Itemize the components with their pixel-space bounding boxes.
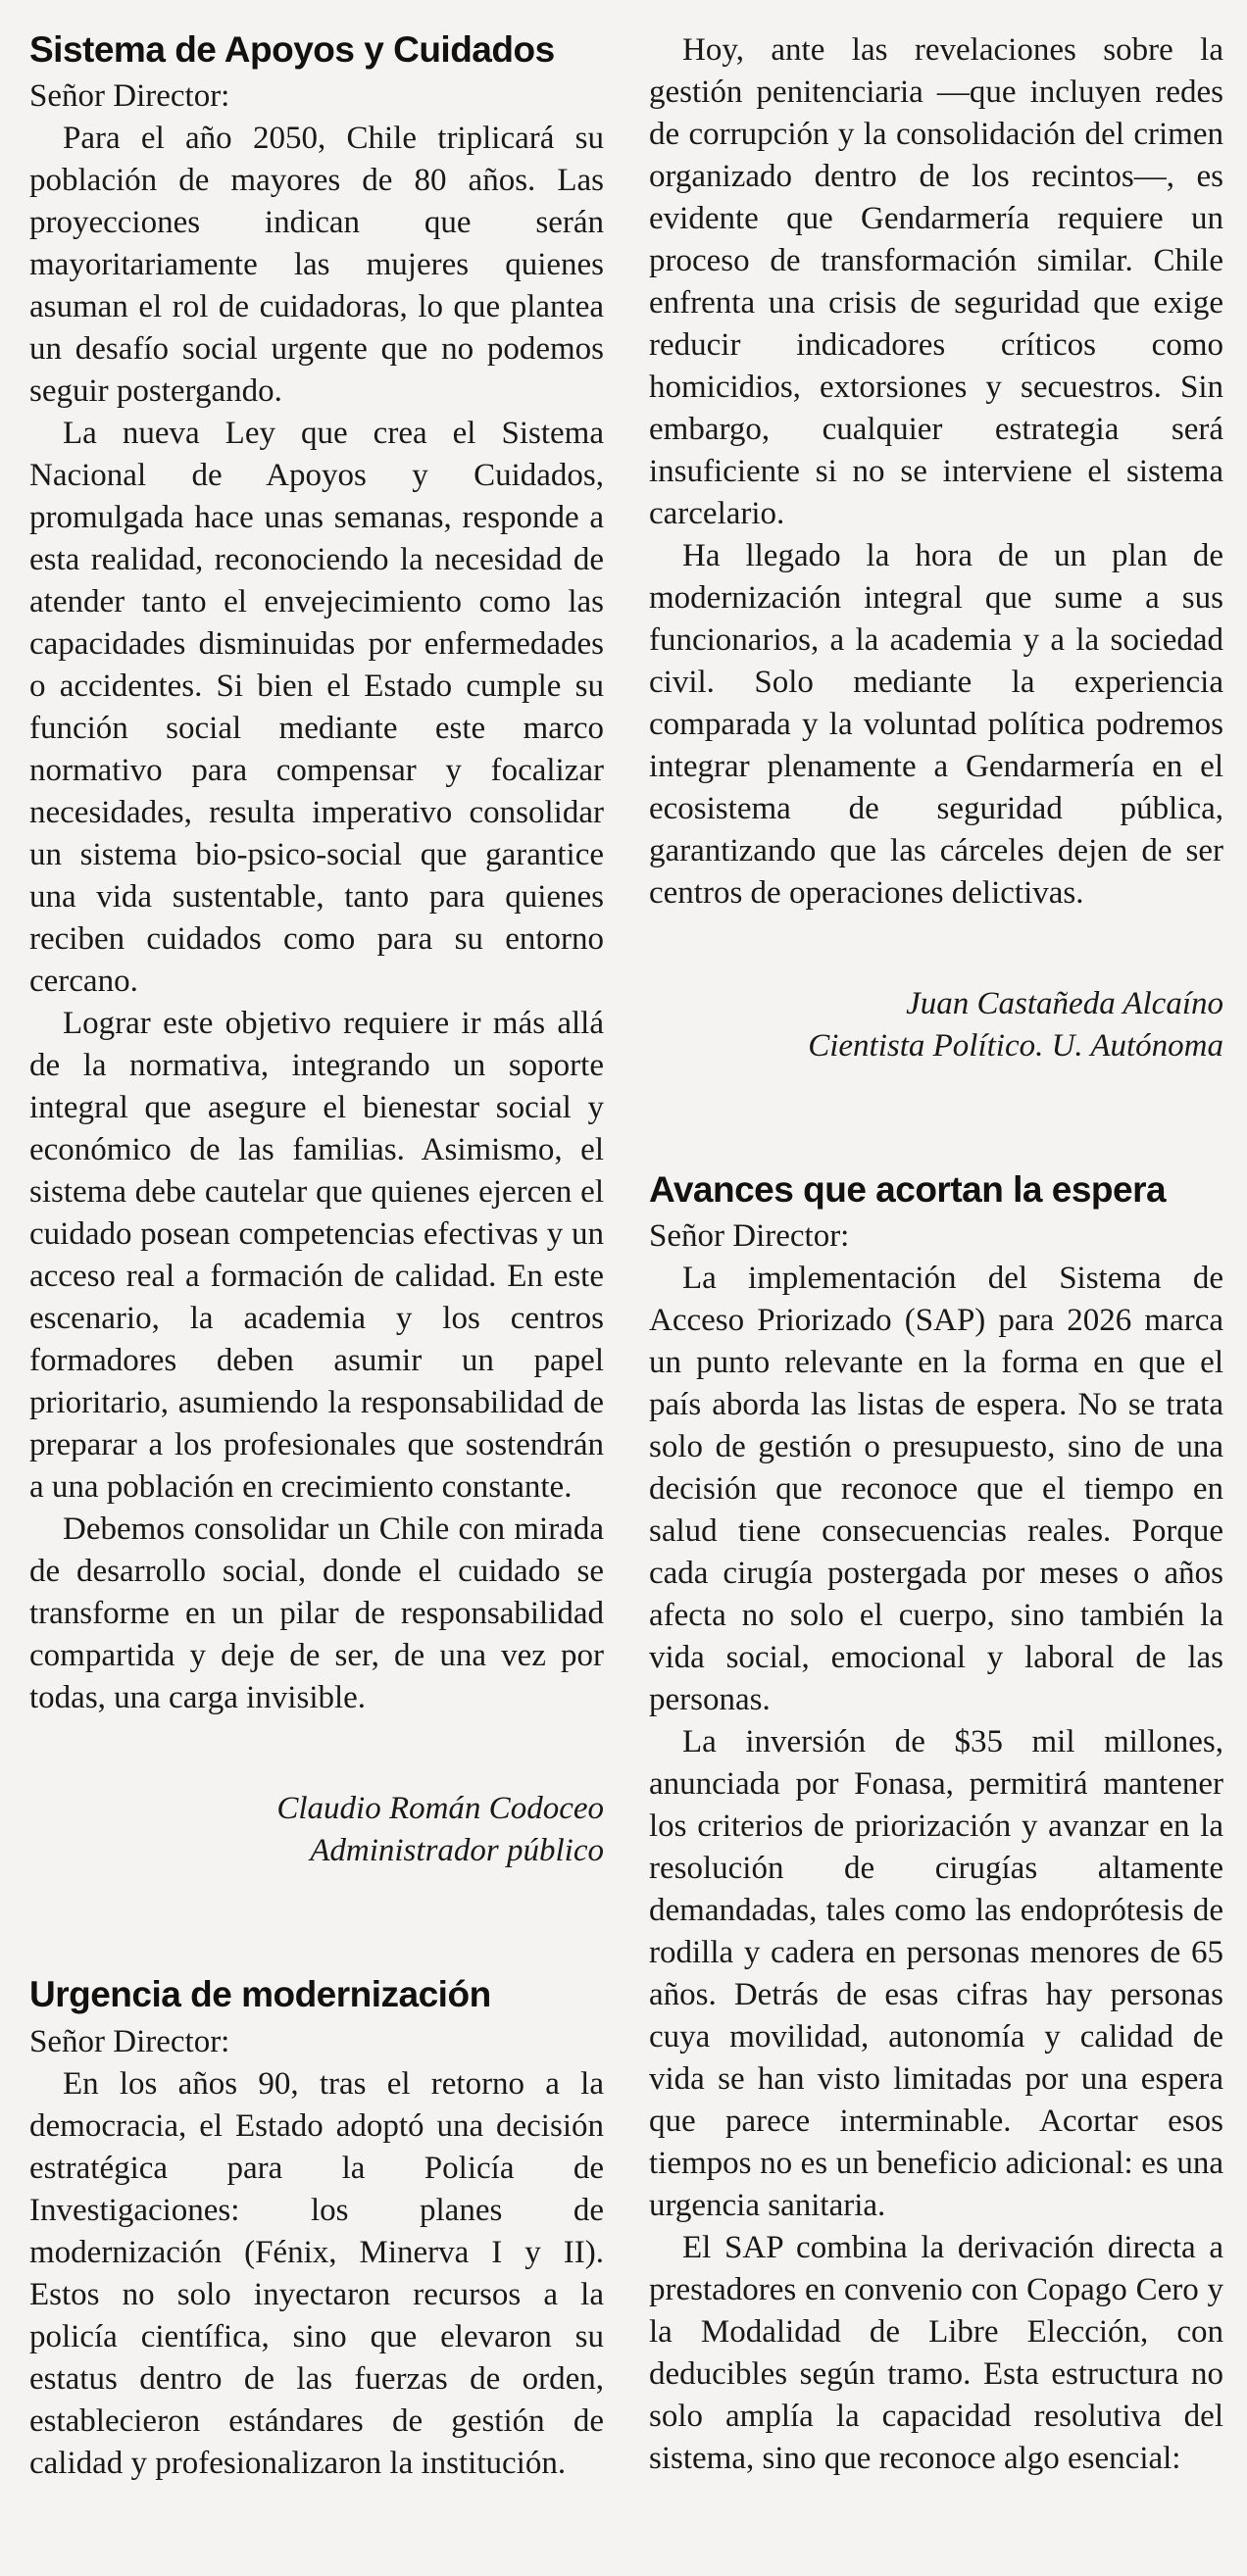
letter-paragraph: La implementación del Sistema de Acceso Priorizado (SAP) para 2026 marca un punto relevante en la forma en que el país aborda las listas de espera. No se trata solo de gestión o presupuesto, sino de una decisión que reconoce que el tiempo en salud tiene consecuencias reales. Porque cada cirugía postergada por meses o años afecta no solo el cuerpo, sino también la vida social, emocional y laboral de las personas. xyxy=(649,1261,1223,1718)
letter-paragraph: Ha llegado la hora de un plan de modernización integral que sume a sus funcionarios, a la academia y a la sociedad civil. Solo mediante la experiencia comparada y la voluntad política podremos integrar plenamente a Gendarmería en el ecosistema de seguridad pública, garantizando que las cárceles dejen de ser centros de operaciones delictivas. xyxy=(649,538,1223,911)
letter-paragraph: Para el año 2050, Chile triplicará su población de mayores de 80 años. Las proyecciones indican que serán mayoritariamente las mujeres quienes asuman el rol de cuidadoras, lo que plantea un desafío social urgente que no podemos seguir postergando. xyxy=(29,121,604,410)
signature-name: Claudio Román Codoceo xyxy=(276,1791,604,1827)
letter-title: Sistema de Apoyos y Cuidados xyxy=(29,29,555,70)
letter-urgencia-modernizacion-part2 xyxy=(649,29,1223,1067)
letter-sistema-de-apoyos xyxy=(29,29,604,1872)
letter-paragraph: La nueva Ley que crea el Sistema Nacional de Apoyos y Cuidados, promulgada hace unas semanas, responde a esta realidad, reconociendo la necesidad de atender tanto el envejecimiento como las capacidades disminuidas por enfermedades o accidentes. Si bien el Estado cumple su función social mediante este marco normativo para compensar y focalizar necesidades, resulta imperativo consolidar un sistema bio-psico-social que garantice una vida sustentable, tanto para quienes reciben cuidados como para su entorno cercano. xyxy=(29,416,604,1000)
salutation: Señor Director: xyxy=(29,2023,230,2059)
letter-paragraph: Debemos consolidar un Chile con mirada de desarrollo social, donde el cuidado se transforme en un pilar de responsabilidad compartida y deje de ser, de una vez por todas, una carga invisible. xyxy=(29,1511,604,1716)
letter-paragraph: En los años 90, tras el retorno a la democracia, el Estado adoptó una decisión estratégica para la Policía de Investigaciones: los planes de modernización (Fénix, Minerva I y II). Estos no solo inyectaron recursos a la policía científica, sino que elevaron su estatus dentro de las fuerzas de orden, establecieron estándares de gestión de calidad y profesionalizaron la institución. xyxy=(29,2065,604,2481)
letter-avances-espera xyxy=(649,1169,1223,2480)
letter-title: Avances que acortan la espera xyxy=(649,1169,1167,1210)
signature-block xyxy=(29,1788,604,1872)
letter-paragraph: El SAP combina la derivación directa a prestadores en convenio con Copago Cero y la Modalidad de Libre Elección, con deducibles según tramo. Esta estructura no solo amplía la capacidad resolutiva del sistema, sino que reconoce algo esencial: xyxy=(649,2230,1223,2477)
signature-name: Juan Castañeda Alcaíno xyxy=(906,986,1223,1021)
letter-paragraph: Lograr este objetivo requiere ir más allá de la normativa, integrando un soporte integral que asegure el bienestar social y económico de las familias. Asimismo, el sistema debe cautelar que quienes ejercen el cuidado posean competencias efectivas y un acceso real a formación de calidad. En este escenario, la academia y los centros formadores deben asumir un papel prioritario, asumiendo la responsabilidad de preparar a los profesionales que sostendrán a una población en crecimiento constante. xyxy=(29,1006,604,1506)
signature-role: Cientista Político. U. Autónoma xyxy=(808,1028,1223,1064)
salutation: Señor Director: xyxy=(649,1218,850,1255)
letter-paragraph: Hoy, ante las revelaciones sobre la gestión penitenciaria —que incluyen redes de corrupción y la consolidación del crimen organizado dentro de los recintos—, es evidente que Gendarmería requiere un proceso de transformación similar. Chile enfrenta una crisis de seguridad que exige reducir indicadores críticos como homicidios, extorsiones y secuestros. Sin embargo, cualquier estrategia será insuficiente si no se interviene el sistema carcelario. xyxy=(649,32,1223,531)
signature-block xyxy=(649,983,1223,1067)
letter-paragraph: La inversión de $35 mil millones, anunciada por Fonasa, permitirá mantener los criterios de priorización y avanzar en la resolución de cirugías altamente demandadas, tales como las endoprótesis de rodilla y cadera en personas menores de 65 años. Detrás de esas cifras hay personas cuya movilidad, autonomía y calidad de vida se han visto limitadas por una espera que parece interminable. Acortar esos tiempos no es un beneficio adicional: es una urgencia sanitaria. xyxy=(649,1724,1223,2224)
letter-title: Urgencia de modernización xyxy=(29,1974,491,2015)
salutation: Señor Director: xyxy=(29,78,230,115)
letter-urgencia-modernizacion-part1 xyxy=(29,1974,604,2484)
column-right xyxy=(649,29,1223,2576)
column-left xyxy=(29,29,604,2576)
signature-role: Administrador público xyxy=(310,1833,604,1869)
